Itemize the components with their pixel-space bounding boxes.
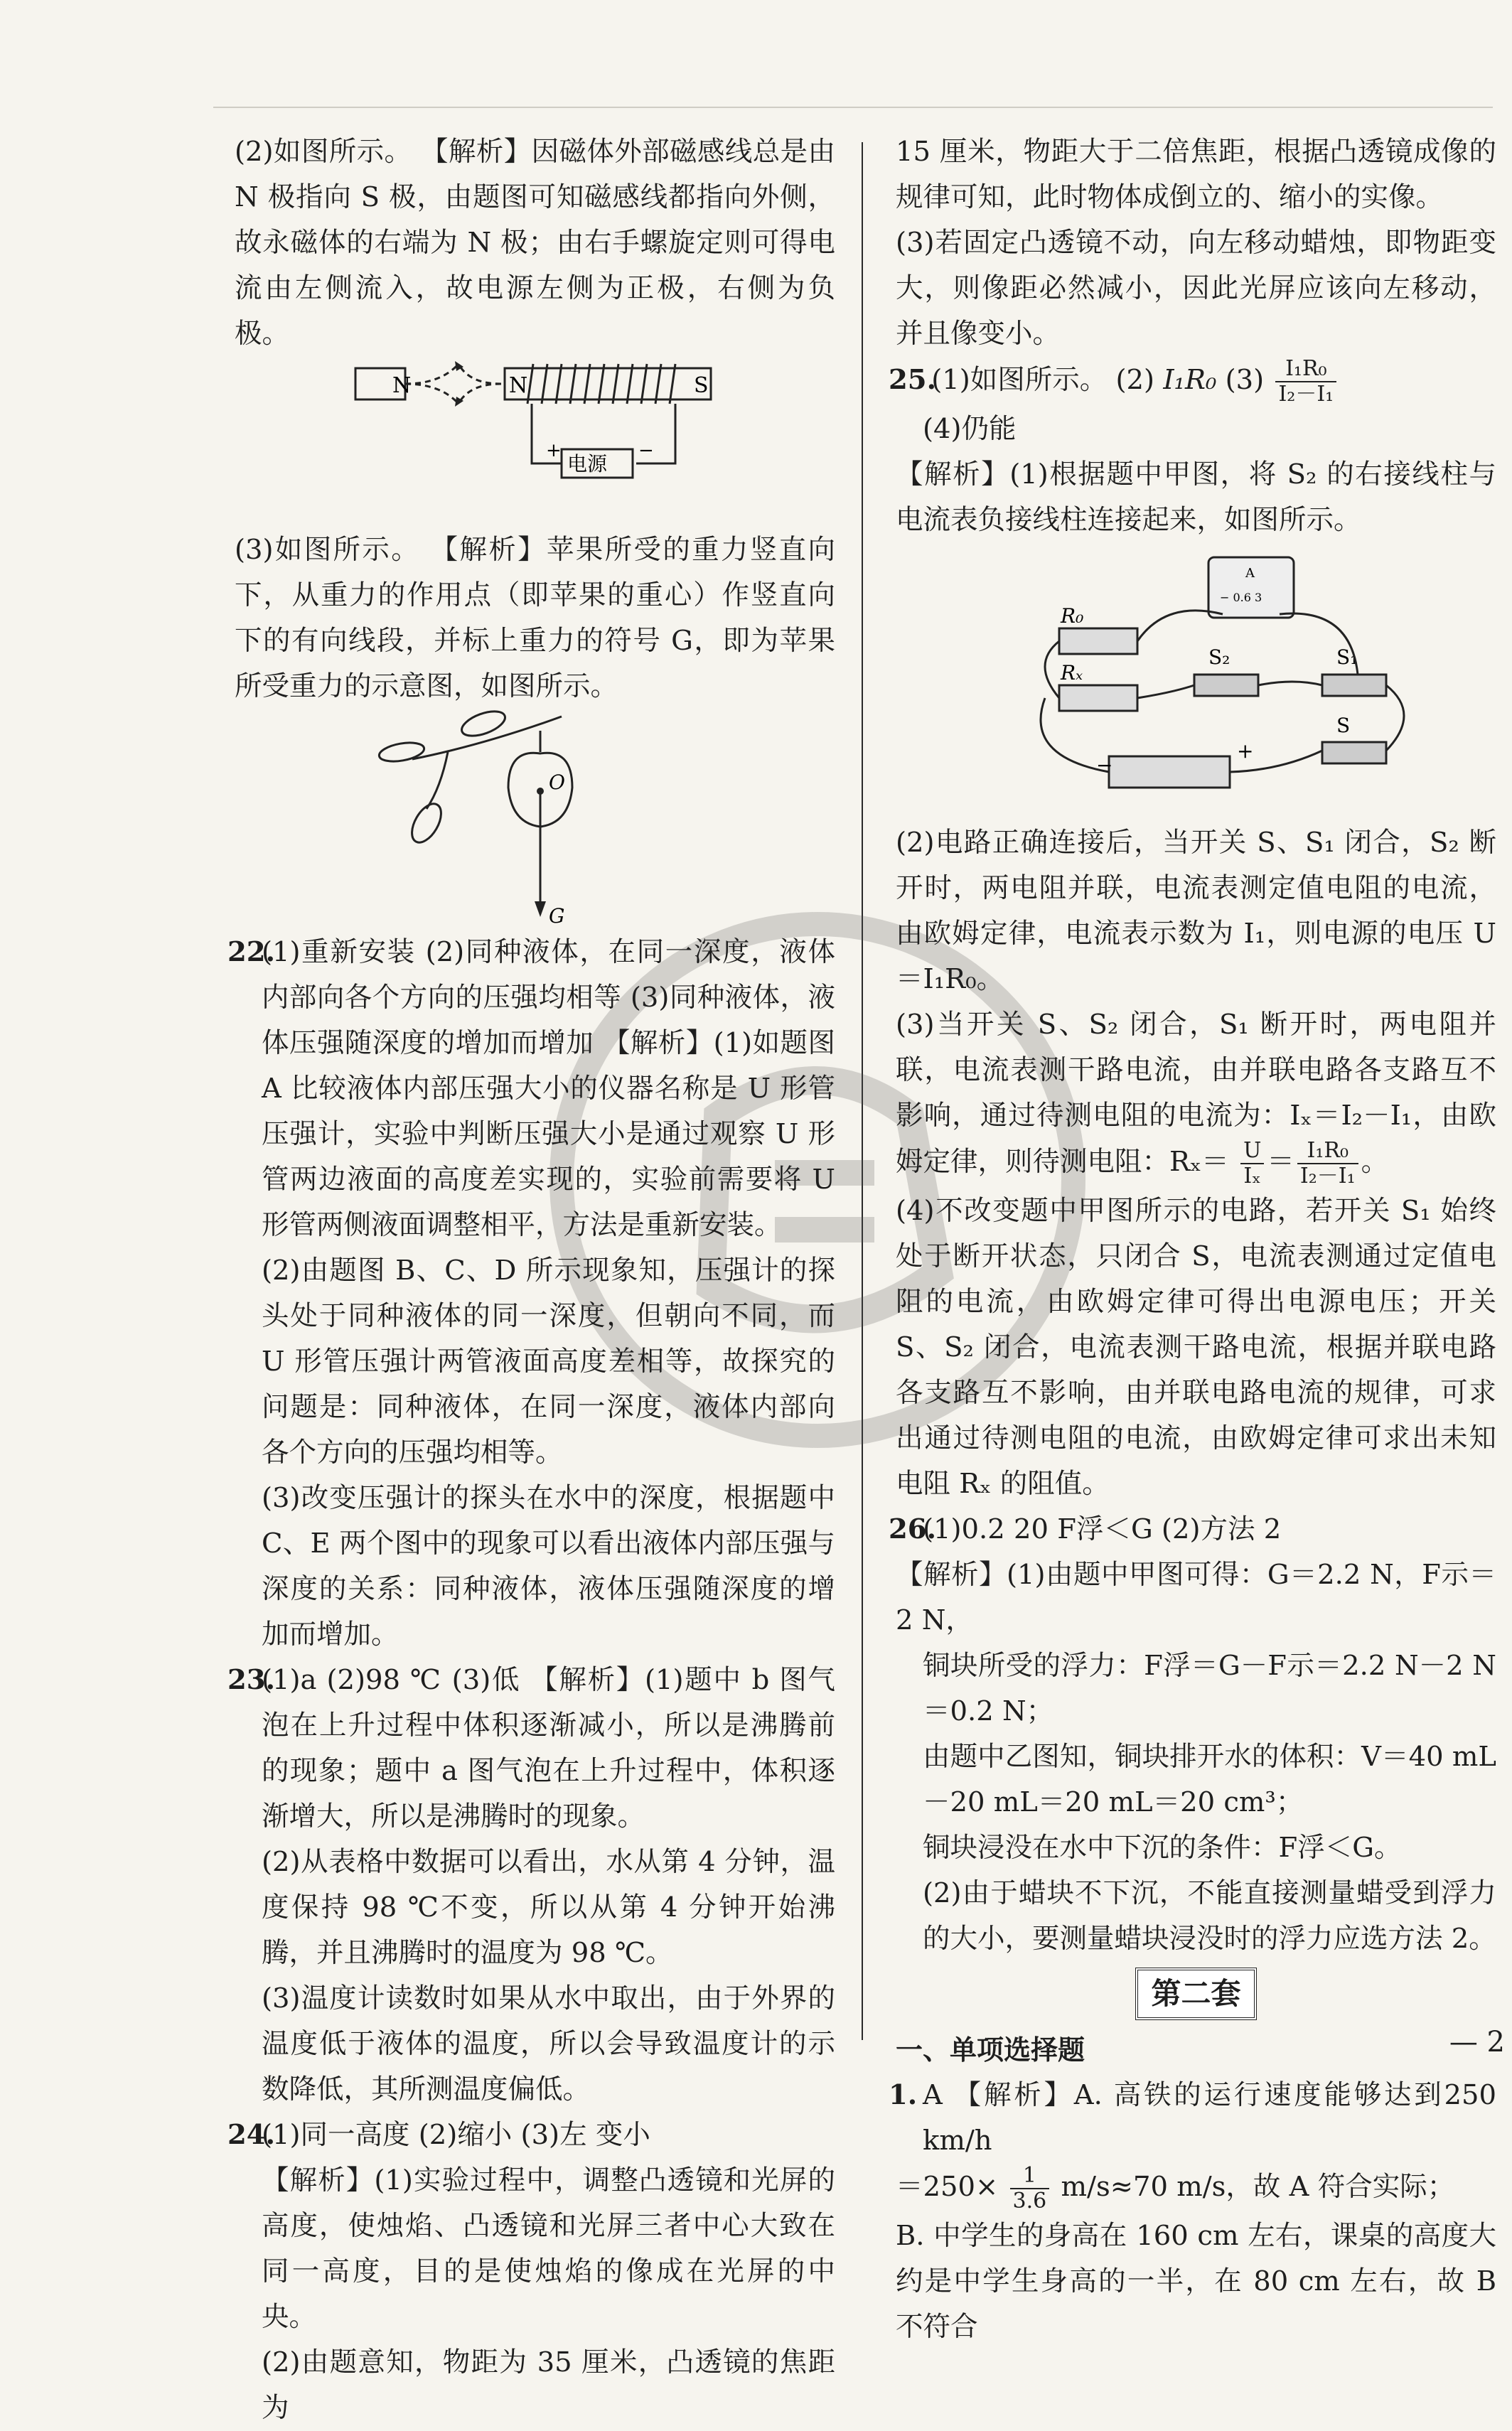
battery-plus: +	[1237, 739, 1254, 763]
paragraph: 【解析】(1)由题中甲图可得：G＝2.2 N，F示＝2 N，	[896, 1559, 1496, 1636]
switch-s1	[1322, 675, 1386, 696]
question-number: 22.	[227, 936, 275, 968]
equals: ＝	[1267, 1146, 1294, 1178]
question-1	[889, 2073, 1496, 2350]
paragraph: 15 厘米，物距大于二倍焦距，根据凸透镜成像的规律可知，此时物体成倒立的、缩小的实像。	[896, 136, 1496, 213]
switch-s2	[1194, 675, 1258, 696]
question-23	[227, 1658, 835, 2113]
battery	[1109, 756, 1230, 788]
fraction	[1275, 357, 1336, 407]
question-number: 1.	[889, 2079, 918, 2111]
answer-text: (1)如图所示。 (2)	[931, 364, 1155, 396]
paragraph: (4)仍能	[923, 413, 1017, 445]
question-number: 25.	[889, 364, 936, 396]
page-number: — 2	[1449, 2026, 1505, 2059]
fraction	[1010, 2164, 1050, 2213]
denominator: 3.6	[1012, 2189, 1047, 2213]
formula-text: m/s≈70 m/s，故 A 符合实际；	[1061, 2171, 1455, 2203]
fraction	[1297, 1139, 1358, 1188]
resistor-rx	[1059, 685, 1137, 711]
paragraph: (3)当开关 S、S₂ 闭合，S₁ 断开时，两电阻并联，电流表测干路电流，由并联电路各支路互不影响，通过待测电阻的电流为：Iₓ＝I₂－I₁，由欧姆定律，则待测电阻：Rₓ＝	[896, 1009, 1496, 1178]
paragraph: (3)若固定凸透镜不动，向左移动蜡烛，即物距变大，则像距必然减小，因此光屏应该向左移动，并且像变小。	[896, 227, 1496, 350]
paragraph: (2)如图所示。 【解析】因磁体外部磁感线总是由 N 极指向 S 极，由题图可知磁感线都指向外侧，故永磁体的右端为 N 极；由右手螺旋定则可得电流由左侧流入，故电源左侧为正极，右侧为负极。	[235, 136, 835, 350]
minus-sign: −	[638, 440, 654, 461]
battery-minus: −	[1096, 753, 1113, 777]
header-rule	[213, 107, 1493, 108]
paragraph: (3)温度计读数时如果从水中取出，由于外界的温度低于液体的温度，所以会导致温度计的示数降低，其所测温度偏低。	[262, 1982, 835, 2105]
apple-gravity-figure	[235, 709, 835, 930]
section-title: 第二套	[1135, 1968, 1256, 2020]
question-26	[889, 1507, 1496, 1962]
coil-n-label: N	[509, 373, 528, 398]
power-label: 电源	[567, 452, 608, 476]
question-number: 23.	[227, 1664, 275, 1696]
s2-label: S₂	[1208, 645, 1230, 669]
paragraph: (2)由题意知，物距为 35 厘米，凸透镜的焦距为	[262, 2346, 835, 2424]
paragraph: (4)不改变题中甲图所示的电路，若开关 S₁ 始终处于断开状态，只闭合 S，电流表测通过定值电阻的电流，由欧姆定律可得出电源电压；开关 S、S₂ 闭合，电流表测干路电流，根据并联电路各支路互不影响，由并联电路电流的规律，可求出通过待测电阻的电流，由欧姆定律可求出未知电阻 Rₓ 的阻值。	[896, 1195, 1496, 1500]
formula-text: ＝250×	[896, 2171, 999, 2203]
period: 。	[1361, 1146, 1389, 1178]
r0-label: R₀	[1061, 604, 1084, 628]
answer-text: (1)0.2 20 F浮＜G (2)方法 2	[923, 1513, 1282, 1545]
denominator: Iₓ	[1243, 1164, 1261, 1188]
question-number: 26.	[889, 1513, 936, 1545]
denominator: I₂－I₁	[1278, 382, 1334, 407]
question-22	[227, 930, 835, 1658]
paragraph: 铜块所受的浮力：F浮＝G－F示＝2.2 N－2 N＝0.2 N；	[923, 1650, 1496, 1727]
paragraph: (3)如图所示。 【解析】苹果所受的重力竖直向下，从重力的作用点（即苹果的重心）作竖直向下的有向线段，并标上重力的符号 G，即为苹果所受重力的示意图，如图所示。	[235, 534, 835, 702]
answer-text: (1)重新安装 (2)同种液体，在同一深度，液体内部向各个方向的压强均相等 (3)同种液体，液体压强随深度的增加而增加 【解析】(1)如题图 A 比较液体内部压强大小的仪器名称是 U 形管压强计，实验中判断压强大小是通过观察 U 形管两边液面的高度差实现的，实验前需要将 U 形管两侧液面调整相平，方法是重新安装。	[262, 936, 835, 1241]
answer-text: (1)同一高度 (2)缩小 (3)左 变小	[262, 2119, 650, 2151]
paragraph: 铜块浸没在水中下沉的条件：F浮＜G。	[923, 1832, 1402, 1864]
paragraph: B. 中学生的身高在 160 cm 左右，课桌的高度大约是中学生身高的一半，在 80 cm 左右，故 B 不符合	[896, 2220, 1496, 2343]
ammeter-label: A	[1245, 566, 1255, 581]
fraction	[1240, 1139, 1264, 1188]
denominator: I₂－I₁	[1299, 1164, 1356, 1188]
paragraph: 由题中乙图知，铜块排开水的体积：V＝40 mL－20 mL＝20 mL＝20 cm³；	[923, 1741, 1496, 1818]
right-column	[889, 129, 1496, 2350]
magnet-n-label: N	[392, 373, 412, 398]
s1-label: S₁	[1336, 645, 1358, 669]
answer-text: (3)	[1225, 364, 1265, 396]
answer-text: A 【解析】A. 高铁的运行速度能够达到250 km/h	[923, 2079, 1496, 2157]
paragraph: (2)由题图 B、C、D 所示现象知，压强计的探头处于同种液体的同一深度，但朝向不同，而 U 形管压强计两管液面高度差相等，故探究的问题是：同种液体，在同一深度，液体内部向各个方向的压强均相等。	[262, 1255, 835, 1469]
question-number: 24.	[227, 2119, 275, 2151]
paragraph: 【解析】(1)根据题中甲图，将 S₂ 的右接线柱与电流表负接线柱连接起来，如图所示。	[896, 458, 1496, 536]
question-24	[227, 2113, 835, 2431]
point-o-label: O	[549, 771, 565, 794]
paragraph: (2)从表格中数据可以看出，水从第 4 分钟，温度保持 98 ℃不变，所以从第 4 分钟开始沸腾，并且沸腾时的温度为 98 ℃。	[262, 1846, 835, 1969]
switch-s	[1322, 742, 1386, 763]
resistor-r0	[1059, 628, 1137, 654]
left-column	[227, 129, 835, 2431]
numerator: U	[1240, 1139, 1264, 1164]
question-25	[889, 356, 1496, 1507]
coil-s-label: S	[694, 373, 709, 398]
numerator: I₁R₀	[1297, 1139, 1358, 1164]
ammeter-scale: − 0.6 3	[1220, 591, 1262, 604]
electromagnet-figure	[235, 357, 835, 527]
answer-text: (1)a (2)98 ℃ (3)低 【解析】(1)题中 b 图气泡在上升过程中体积逐渐减小，所以是沸腾前的现象；题中 a 图气泡在上升过程中，体积逐渐增大，所以是沸腾时的现象。	[262, 1664, 835, 1832]
section-heading: 一、单项选择题	[896, 2034, 1085, 2066]
paragraph: 【解析】(1)实验过程中，调整凸透镜和光屏的高度，使烛焰、凸透镜和光屏三者中心大致在同一高度，目的是使烛焰的像成在光屏的中央。	[262, 2164, 835, 2333]
paragraph: (2)电路正确连接后，当开关 S、S₁ 闭合，S₂ 断开时，两电阻并联，电流表测定值电阻的电流，由欧姆定律，电流表示数为 I₁，则电源的电压 U＝I₁R₀。	[896, 827, 1496, 995]
paragraph: (2)由于蜡块不下沉，不能直接测量蜡受到浮力的大小，要测量蜡块浸没时的浮力应选方法 2。	[923, 1877, 1496, 1955]
column-divider	[862, 142, 863, 2040]
section-title-box	[896, 1968, 1496, 2020]
s-label: S	[1336, 714, 1351, 737]
circuit-figure	[896, 543, 1471, 820]
gravity-g-label: G	[549, 904, 565, 928]
paragraph: (3)改变压强计的探头在水中的深度，根据题中 C、E 两个图中的现象可以看出液体内部压强与深度的关系：同种液体，液体压强随深度的增加而增加。	[262, 1482, 835, 1651]
numerator: I₁R₀	[1275, 357, 1336, 382]
numerator: 1	[1010, 2164, 1050, 2189]
rx-label: Rₓ	[1061, 661, 1083, 685]
plus-sign: +	[546, 440, 562, 461]
formula-i1r0: I₁R₀	[1163, 364, 1217, 396]
